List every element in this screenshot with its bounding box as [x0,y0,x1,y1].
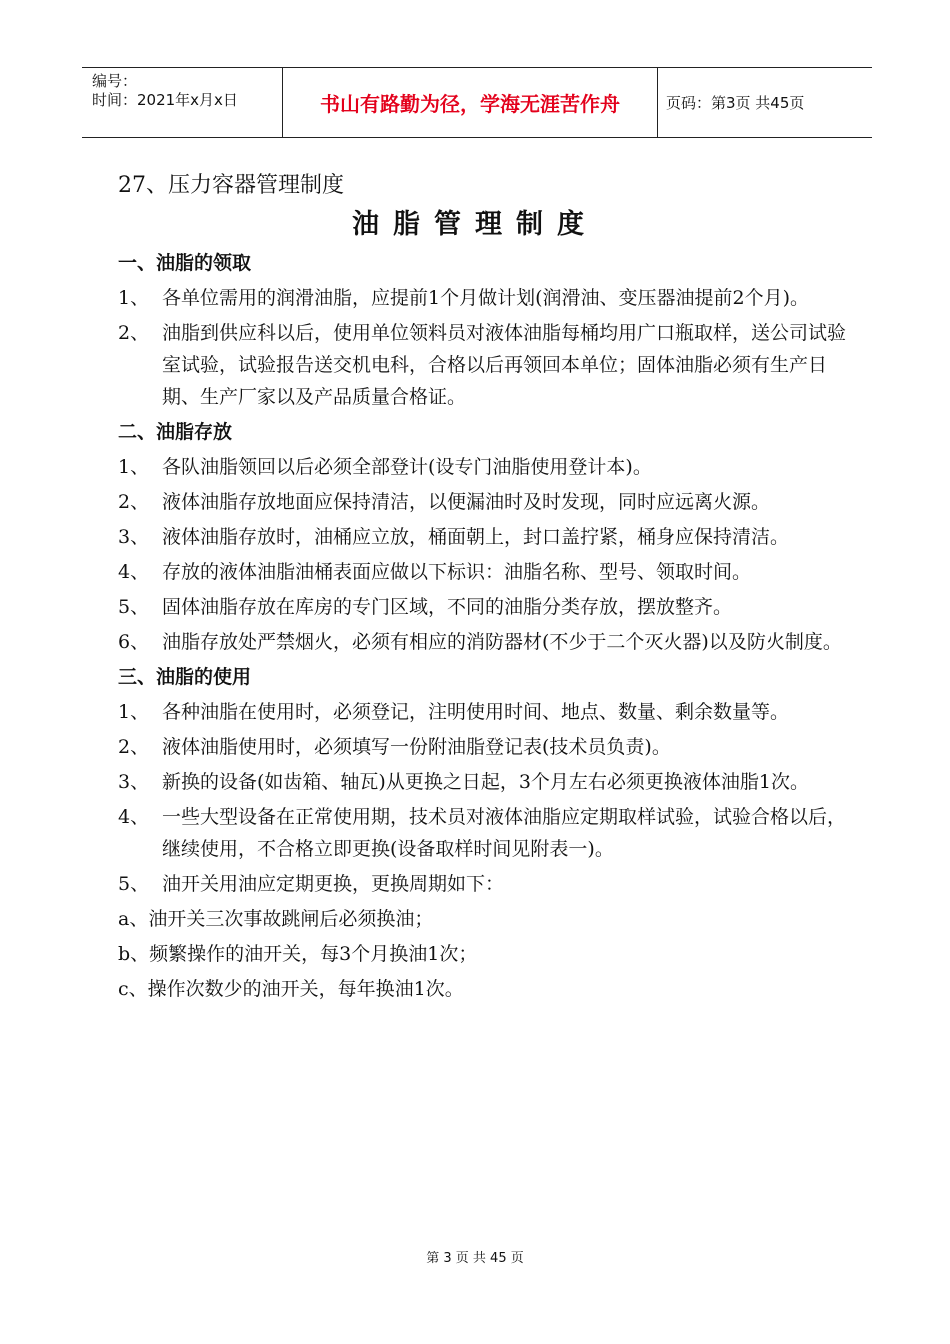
item-text: 各种油脂在使用时，必须登记，注明使用时间、地点、数量、剩余数量等。 [162,701,790,723]
item-text: 油脂存放处严禁烟火，必须有相应的消防器材(不少于二个灭火器)以及防火制度。 [162,631,842,653]
item-number: 3、 [118,771,150,793]
section-heading: 一、油脂的领取 [118,252,252,274]
time-label: 时间：2021年x月x日 [92,91,238,109]
item-text: 油脂到供应科以后，使用单位领料员对液体油脂每桶均用广口瓶取样，送公司试验室试验，试验报告送交机电科，合格以后再领回本单位；固体油脂必须有生产日期、生产厂家以及产品质量合格证。 [162,322,847,408]
item-number: 3、 [118,526,150,548]
sub-line: c、操作次数少的油开关，每年换油1次。 [118,978,464,1000]
item-text: 液体油脂存放时，油桶应立放，桶面朝上，封口盖拧紧，桶身应保持清洁。 [162,526,790,548]
list-item [118,696,853,728]
list-item [118,282,853,314]
item-number: 5、 [118,873,150,895]
list-item [118,766,853,798]
item-number: 2、 [118,491,150,513]
item-text: 液体油脂使用时，必须填写一份附油脂登记表(技术员负责)。 [162,736,671,758]
header-meta [82,68,282,137]
list-item [118,556,853,588]
section-title: 27、压力容器管理制度 [118,173,344,198]
item-text: 新换的设备(如齿箱、轴瓦)从更换之日起，3个月左右必须更换液体油脂1次。 [162,771,810,793]
document-body [118,244,853,1005]
item-number: 1、 [118,456,150,478]
item-text: 固体油脂存放在库房的专门区域，不同的油脂分类存放，摆放整齐。 [162,596,733,618]
item-number: 4、 [118,806,150,828]
list-item [118,868,853,900]
item-text: 存放的液体油脂油桶表面应做以下标识：油脂名称、型号、领取时间。 [162,561,752,583]
item-number: 2、 [118,736,150,758]
document-title: 油脂管理制度 [352,209,598,240]
list-item [118,451,853,483]
section-heading: 三、油脂的使用 [118,666,252,688]
item-text: 各队油脂领回以后必须全部登计(设专门油脂使用登计本)。 [162,456,652,478]
item-number: 4、 [118,561,150,583]
item-number: 1、 [118,287,150,309]
code-label: 编号： [92,72,138,90]
item-number: 1、 [118,701,150,723]
list-item [118,591,853,623]
list-item [118,801,853,865]
item-text: 一些大型设备在正常使用期，技术员对液体油脂应定期取样试验，试验合格以后，继续使用，不合格立即更换(设备取样时间见附表一)。 [162,806,847,860]
list-item [118,521,853,553]
item-text: 液体油脂存放地面应保持清洁，以便漏油时及时发现，同时应远离火源。 [162,491,771,513]
header-page-info: 页码：第3页 共45页 [666,94,805,112]
page-header [82,67,872,138]
item-text: 各单位需用的润滑油脂，应提前1个月做计划(润滑油、变压器油提前2个月)。 [162,287,810,309]
item-text: 油开关用油应定期更换，更换周期如下： [162,873,505,895]
list-item [118,626,853,658]
list-item [118,731,853,763]
section-heading: 二、油脂存放 [118,421,233,443]
sub-line: a、油开关三次事故跳闸后必须换油； [118,908,434,930]
list-item [118,486,853,518]
item-number: 2、 [118,322,150,344]
sub-line: b、频繁操作的油开关，每3个月换油1次； [118,943,478,965]
page-footer: 第 3 页 共 45 页 [426,1251,524,1266]
item-number: 5、 [118,596,150,618]
list-item [118,317,853,413]
header-motto: 书山有路勤为径，学海无涯苦作舟 [282,68,658,137]
item-number: 6、 [118,631,150,653]
